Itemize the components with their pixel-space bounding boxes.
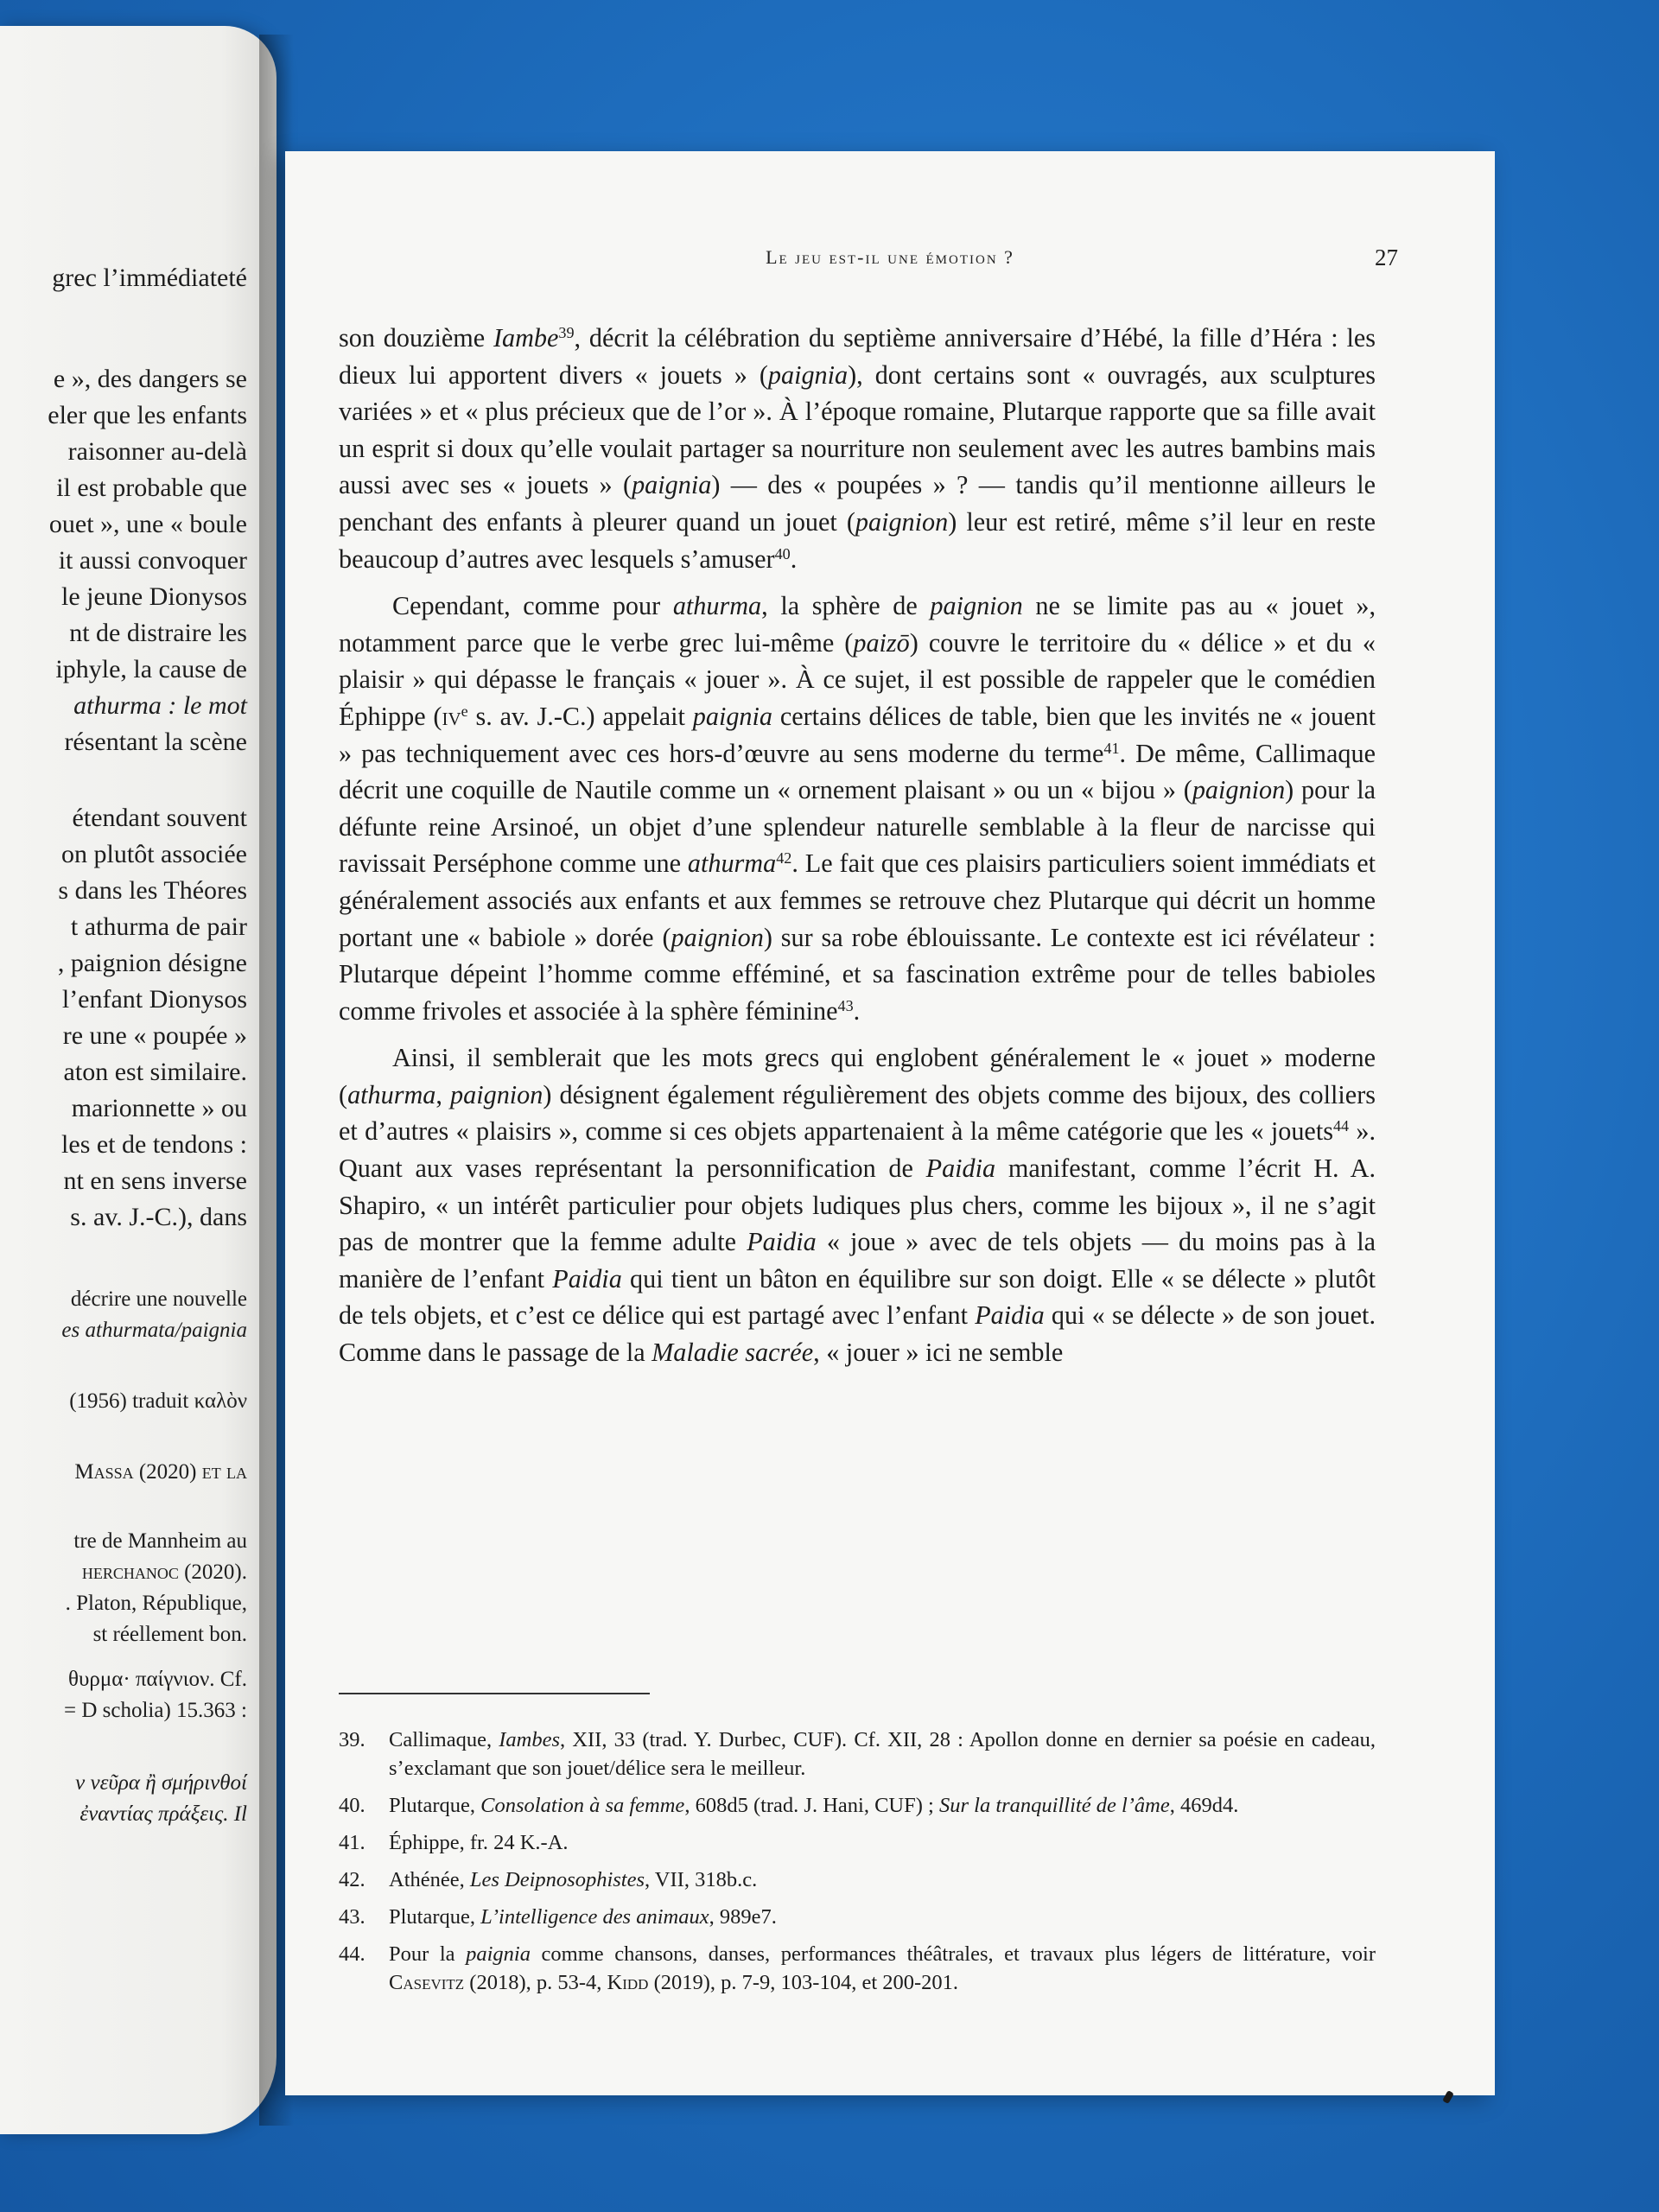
- left-page-footnote-line: θυρμα· παίγνιον. Cf.: [68, 1668, 247, 1691]
- left-page-footnote-line: herchanoc (2020).: [81, 1560, 247, 1584]
- text-run: qui tient un bâton en équilibre sur son doigt. Elle « se délecte » plutôt de tels objets, et c’est ce délice qui est partagé avec l’enfant: [339, 1263, 1376, 1331]
- italic-run: paignia: [466, 1942, 531, 1966]
- footnote-number: 43.: [339, 1905, 365, 1929]
- footnotes: [339, 1726, 1376, 2005]
- paragraph-3: [339, 1039, 1376, 1370]
- italic-run: Les Deipnosophistes: [469, 1868, 645, 1891]
- left-page-line: nt en sens inverse: [63, 1166, 247, 1195]
- left-page-footnote-line: Massa (2020) et la: [74, 1460, 247, 1484]
- left-page-footnote-line: décrire une nouvelle: [70, 1287, 247, 1311]
- superscript: e: [461, 702, 468, 720]
- italic-run: paignion: [671, 922, 764, 952]
- text-run: Plutarque,: [389, 1794, 481, 1817]
- italic-run: Iambes: [499, 1728, 561, 1751]
- italic-run: paignion: [450, 1079, 543, 1109]
- left-page-footnote-line: ἐναντίας πράξεις. Il: [79, 1802, 247, 1826]
- text-run: ) leur est retiré, même s’il leur en reste beaucoup d’autres avec lesquels s’amuser: [339, 506, 1376, 574]
- footnote-42: [339, 1866, 1376, 1894]
- text-run: ) sur sa robe éblouissante. Le contexte est ici révélateur : Plutarque dépeint l’homme comme efféminé, et sa fascination extrême pour de telles babioles comme frivoles et associée à la sphère féminine: [339, 922, 1376, 1026]
- text-run: comme chansons, danses, performances théâtrales, et travaux plus légers de littérature, voir: [530, 1942, 1376, 1966]
- text-run: , 469d4.: [1169, 1794, 1239, 1817]
- text-run: certains délices de table, bien que les invités ne « jouent » pas techniquement avec ces hors-d’œuvre au sens moderne du terme: [339, 701, 1376, 768]
- left-page-line: on plutôt associée: [61, 840, 247, 868]
- footnote-41: [339, 1828, 1376, 1857]
- italic-run: Paidia: [552, 1263, 622, 1294]
- left-page-line: iphyle, la cause de: [55, 655, 247, 683]
- text-run: ». Quant aux vases représentant la personnification de: [339, 1116, 1376, 1184]
- footnote-number: 40.: [339, 1794, 365, 1817]
- text-run: ) — des « poupées » ? — tandis qu’il mentionne ailleurs le penchant des enfants à pleurer quand un jouet (: [339, 470, 1376, 537]
- left-page-footnote-line: st réellement bon.: [92, 1623, 247, 1646]
- left-page-footnote-line: ν νεῦρα ἢ σμήρινθοί: [75, 1771, 247, 1795]
- italic-run: L’intelligence des animaux: [480, 1905, 709, 1929]
- left-page-line: e », des dangers se: [53, 365, 247, 393]
- footnote-separator: [339, 1693, 650, 1694]
- left-page-line: eler que les enfants: [48, 401, 247, 429]
- text-run: . Le fait que ces plaisirs particuliers soient immédiats et généralement associés aux enfants et aux femmes se retrouve chez Plutarque qui décrit un homme portant une « babiole » dorée (: [339, 849, 1376, 952]
- text-run: qui « se délecte » de son jouet. Comme dans le passage de la: [339, 1300, 1376, 1368]
- left-page-footnote-line: (1956) traduit καλὸν: [69, 1389, 247, 1413]
- text-run: Cependant, comme pour: [392, 591, 673, 621]
- text-run: .: [790, 543, 798, 574]
- text-run: , VII, 318b.c.: [645, 1868, 758, 1891]
- text-run: , « jouer » ici ne semble: [813, 1338, 1064, 1368]
- footnote-number: 44.: [339, 1942, 365, 1966]
- italic-run: Paidia: [925, 1154, 996, 1184]
- left-page-footnote-line: tre de Mannheim au: [73, 1529, 247, 1553]
- footnote-number: 41.: [339, 1831, 365, 1854]
- footnote-40: [339, 1791, 1376, 1820]
- text-run: , décrit la célébration du septième anniversaire d’Hébé, la fille d’Héra : les dieux lui apportent divers « jouets » (: [339, 323, 1376, 390]
- text-run: Pour la: [389, 1942, 467, 1966]
- left-page-line: re une « poupée »: [62, 1021, 247, 1050]
- italic-run: paignion: [855, 506, 949, 537]
- left-page-line: it aussi convoquer: [58, 546, 247, 575]
- footnote-number: 42.: [339, 1868, 365, 1891]
- page-number: 27: [1375, 245, 1398, 270]
- left-page: [0, 26, 276, 2134]
- footnote-text: [389, 1726, 1376, 1783]
- italic-run: athurma: [687, 849, 777, 879]
- text-run: ) couvre le territoire du « délice » et du « plaisir » qui dépasse le français « jouer ». À ce sujet, il est possible de rappeler que le comédien Éphippe (: [339, 627, 1376, 731]
- text-run: s. av. J.-C.) appelait: [467, 701, 693, 731]
- italic-run: paignion: [930, 591, 1023, 621]
- italic-run: Sur la tranquillité de l’âme: [938, 1794, 1170, 1817]
- text-run: (2018), p. 53-4,: [464, 1971, 607, 1994]
- text-run: Callimaque,: [389, 1728, 499, 1751]
- text-run: , XII, 33 (trad. Y. Durbec, CUF). Cf. XII, 28 : Apollon donne en dernier sa poésie en cadeau, s’exclamant que son jouet/délice sera le meilleur.: [389, 1728, 1376, 1780]
- left-page-line: le jeune Dionysos: [61, 582, 247, 611]
- text-run: ,: [435, 1079, 451, 1109]
- italic-run: Paidia: [747, 1227, 817, 1257]
- left-page-line: t athurma de pair: [70, 912, 247, 941]
- italic-run: paizō: [853, 627, 910, 658]
- text-run: , la sphère de: [761, 591, 931, 621]
- left-page-line: s dans les Théores: [58, 876, 247, 905]
- left-page-line: étendant souvent: [72, 804, 247, 832]
- footnote-ref: 39: [558, 324, 575, 342]
- italic-run: Maladie sacrée: [652, 1338, 814, 1368]
- text-run: (2019), p. 7-9, 103-104, et 200-201.: [648, 1971, 959, 1994]
- left-page-line: marionnette » ou: [71, 1094, 247, 1122]
- left-page-line: nt de distraire les: [69, 619, 247, 647]
- running-header: Le jeu est-il une émotion ?: [766, 246, 1014, 268]
- footnote-44: [339, 1940, 1376, 1997]
- italic-run: Iambe: [493, 323, 559, 353]
- italic-run: athurma: [672, 591, 762, 621]
- footnote-text: [389, 1791, 1376, 1820]
- text-run: « joue » avec de tels objets — du moins pas à la manière de l’enfant: [339, 1227, 1376, 1294]
- footnote-text: [389, 1940, 1376, 1997]
- left-page-line: grec l’immédiateté: [52, 264, 247, 292]
- footnote-number: 39.: [339, 1728, 365, 1751]
- paragraph-2: [339, 588, 1376, 1029]
- left-page-line: il est probable que: [56, 474, 247, 502]
- left-page-line: s. av. J.-C.), dans: [70, 1203, 247, 1231]
- text-run: . De même, Callimaque décrit une coquille de Nautile comme un « ornement plaisant » ou un « bijou » (: [339, 738, 1376, 805]
- footnote-ref: 41: [1103, 739, 1120, 757]
- left-page-footnote-line: = D scholia) 15.363 :: [64, 1699, 247, 1722]
- footnote-text: Éphippe, fr. 24 K.-A.: [389, 1831, 569, 1854]
- text-run: , 989e7.: [709, 1905, 777, 1929]
- left-page-line: les et de tendons :: [61, 1130, 247, 1159]
- small-caps-run: Casevitz: [389, 1971, 465, 1994]
- body-text: [339, 320, 1376, 1371]
- italic-run: paignia: [692, 701, 773, 731]
- footnote-ref: 40: [774, 544, 791, 563]
- text-run: Ainsi, il semblerait que les mots grecs qui englobent généralement le « jouet » moderne (: [339, 1043, 1376, 1109]
- italic-run: paignion: [1192, 775, 1286, 805]
- text-run: Athénée,: [389, 1868, 470, 1891]
- italic-run: paignia: [767, 359, 849, 390]
- text-run: Plutarque,: [389, 1905, 481, 1929]
- italic-run: Consolation à sa femme: [480, 1794, 685, 1817]
- footnote-text: [389, 1866, 1376, 1894]
- footnote-ref: 42: [776, 849, 792, 868]
- text-run: , 608d5 (trad. J. Hani, CUF) ;: [684, 1794, 939, 1817]
- footnote-ref: 44: [1332, 1117, 1350, 1135]
- italic-run: Paidia: [975, 1300, 1045, 1331]
- text-run: son douzième: [339, 323, 493, 353]
- right-page: [285, 151, 1495, 2095]
- text-run: ), dont certains sont « ouvragés, aux sculptures variées » et « plus précieux que de l’or ». À l’époque romaine, Plutarque rapporte que sa fille avait un esprit si doux qu’elle voulait partager sa nourriture non seulement avec les autres bambins mais aussi avec ses « jouets » (: [339, 359, 1376, 500]
- left-page-line: athurma : le mot: [73, 691, 247, 720]
- left-page-footnote-line: . Platon, République,: [65, 1592, 247, 1615]
- left-page-line: aton est similaire.: [63, 1058, 247, 1086]
- text-run: ne se limite pas au « jouet », notamment parce que le verbe grec lui-même (: [339, 591, 1376, 658]
- text-run: .: [853, 995, 861, 1026]
- left-page-line: l’enfant Dionysos: [61, 985, 247, 1014]
- paragraph-1: [339, 320, 1376, 577]
- left-page-line: raisonner au-delà: [67, 437, 247, 466]
- italic-run: paignia: [632, 470, 712, 500]
- footnote-43: [339, 1903, 1376, 1931]
- left-page-line: résentant la scène: [64, 728, 247, 756]
- italic-run: athurma: [347, 1079, 436, 1109]
- text-run: ) pour la défunte reine Arsinoé, un objet d’une splendeur naturelle semblable à la fleur de narcisse qui ravissait Perséphone comme une: [339, 775, 1376, 879]
- footnote-text: [389, 1903, 1376, 1931]
- text-run: ) désignent également régulièrement des objets comme des bijoux, des colliers et d’autres « plaisirs », comme si ces objets appartenaient à la même catégorie que les « jouets: [339, 1079, 1376, 1147]
- left-page-line: , paignion désigne: [57, 949, 247, 977]
- footnote-ref: 43: [837, 996, 854, 1014]
- left-page-line: ouet », une « boule: [48, 510, 247, 538]
- left-page-footnote-line: es athurmata/paignia: [61, 1319, 247, 1342]
- text-run: manifestant, comme l’écrit H. A. Shapiro, « un intérêt particulier pour objets ludiques plus chers, comme les bijoux », il ne s’agit pas de montrer que la femme adulte: [339, 1154, 1376, 1257]
- footnote-39: [339, 1726, 1376, 1783]
- small-caps-run: Kidd: [607, 1971, 649, 1994]
- small-caps-run: iv: [442, 701, 461, 731]
